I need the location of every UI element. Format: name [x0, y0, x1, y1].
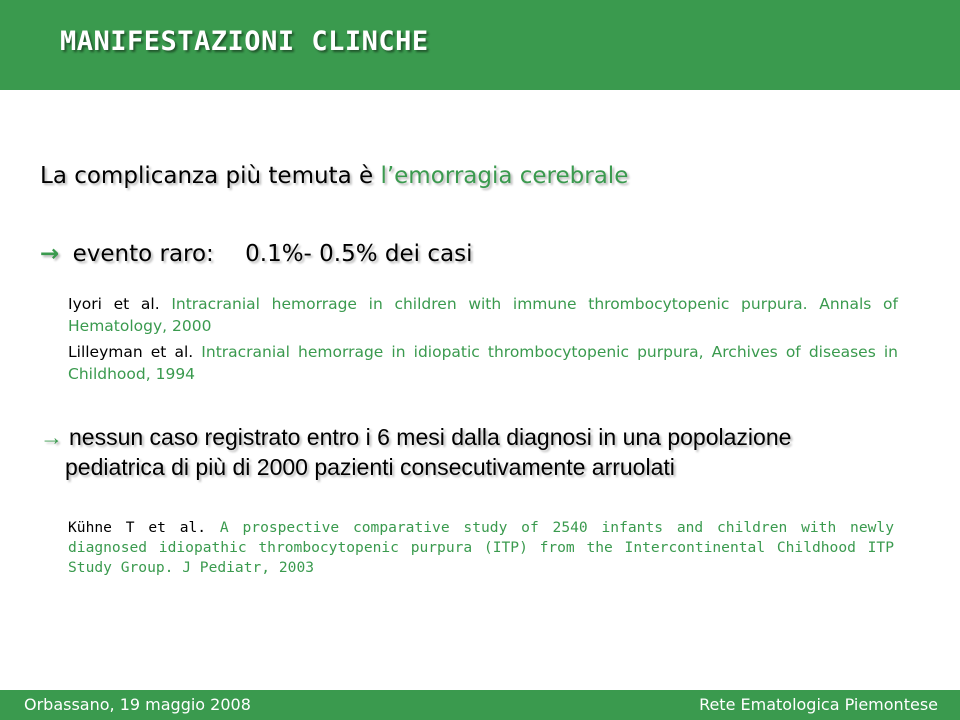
- reference-iyori: [68, 293, 898, 337]
- headline-highlight: l’emorragia cerebrale: [380, 163, 629, 189]
- arrow-right-icon: →: [40, 424, 63, 450]
- slide-title: MANIFESTAZIONI CLINCHE: [60, 26, 429, 57]
- ref-year: 2000: [172, 317, 212, 335]
- footer-organization: Rete Ematologica Piemontese: [699, 695, 938, 714]
- ref-text: Intracranial hemorrage in children with immune thrombocytopenic purpura. Annals of Hematology,: [68, 295, 898, 335]
- headline-prefix: La complicanza più temuta è: [40, 163, 381, 189]
- footer-location-date: Orbassano, 19 maggio 2008: [24, 695, 251, 714]
- incidence-line: [40, 241, 472, 267]
- ref-author: Lilleyman et al.: [68, 343, 194, 361]
- ref-text: A prospective comparative study of 2540 infants and children with newly diagnosed idiopathic thrombocytopenic purpura (ITP) from the Intercontinental Childhood ITP Study Group. J Pediatr,: [68, 519, 894, 576]
- cohort-statement: [40, 422, 840, 482]
- ref-year: 2003: [278, 559, 315, 576]
- ref-text: Intracranial hemorrage in idiopatic thrombocytopenic purpura, Archives of diseases in Childhood,: [68, 343, 899, 383]
- reference-kuhne: [68, 518, 894, 578]
- reference-lilleyman: [68, 341, 898, 385]
- cohort-text-b: pediatrica di più di 2000 pazienti consecutivamente arruolati: [65, 454, 675, 480]
- incidence-value: 0.1%- 0.5% dei casi: [245, 241, 473, 267]
- ref-author: Kühne T et al.: [68, 519, 207, 536]
- footer-bar: [0, 690, 960, 720]
- headline: [40, 163, 628, 189]
- title-bar: [0, 0, 960, 90]
- ref-author: Iyori et al.: [68, 295, 160, 313]
- cohort-text-a: nessun caso registrato entro i 6 mesi dalla diagnosi in una popolazione: [69, 424, 792, 450]
- arrow-right-icon: →: [40, 241, 60, 267]
- incidence-label: evento raro:: [72, 241, 214, 267]
- ref-year: 1994: [155, 365, 196, 383]
